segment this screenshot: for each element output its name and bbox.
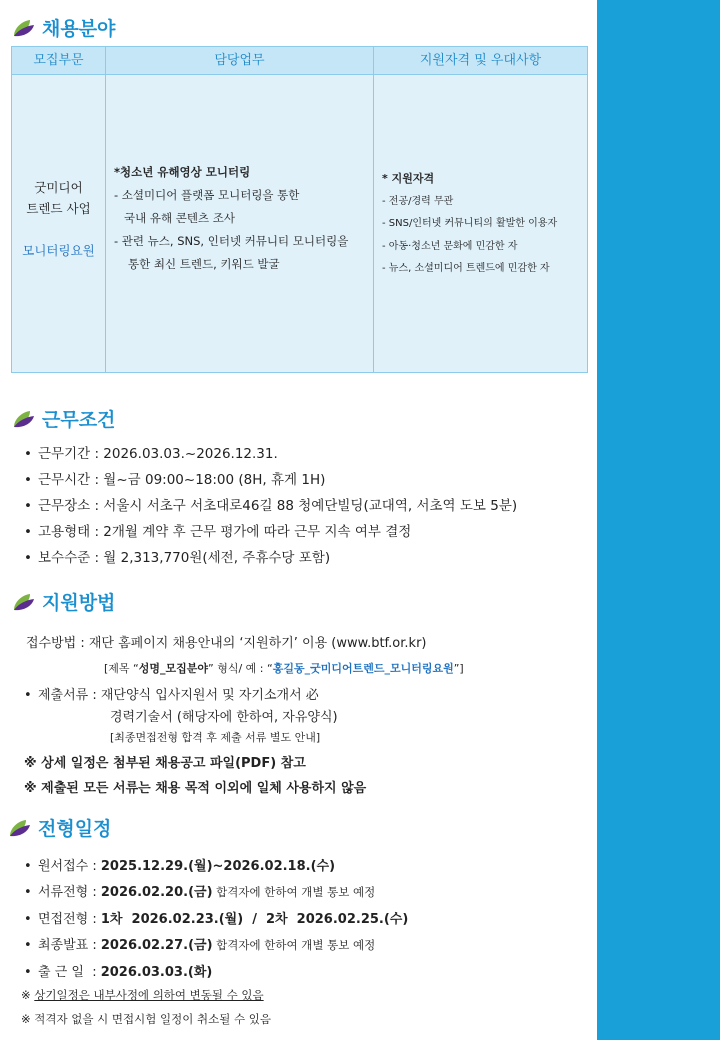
condition-text: 보수수준 : 월 2,313,770원(세전, 주휴수당 포함)	[38, 550, 331, 566]
bullet: •	[24, 524, 32, 540]
text: [제목 “	[104, 662, 139, 675]
apply-note: ※ 상세 일정은 첨부된 채용공고 파일(PDF) 참고	[24, 756, 306, 771]
qualification-cell	[374, 75, 587, 372]
text: 2026.03.03.(화)	[100, 965, 213, 980]
duty-item: 국내 유해 콘텐츠 조사	[124, 211, 235, 225]
section-title-conditions	[12, 405, 115, 432]
text: 최종발표 :	[38, 938, 101, 953]
text: 합격자에 한하여 개별 통보 예정	[212, 885, 376, 899]
qualification-item: - 전공/경력 무관	[382, 195, 454, 207]
list-item	[24, 545, 517, 571]
duty-item: - 관련 뉴스, SNS, 인터넷 커뮤니티 모니터링을	[114, 234, 349, 248]
bullet: •	[24, 472, 32, 488]
bullet: •	[24, 938, 32, 953]
bullet: •	[24, 885, 32, 900]
section-title-text: 채용분야	[42, 18, 116, 40]
duty-item: 통한 최신 트렌드, 키워드 발굴	[128, 257, 280, 271]
apply-note: ※ 제출된 모든 서류는 채용 목적 이외에 일체 사용하지 않음	[24, 781, 367, 796]
work-conditions-list	[24, 441, 517, 571]
text: 2025.12.29.(월)~2026.02.18.(수)	[100, 859, 336, 874]
department-cell	[12, 75, 106, 372]
table-header-cell: 지원자격 및 우대사항	[419, 53, 542, 68]
duty-cell	[106, 75, 374, 372]
table-header-cell: 담당업무	[106, 47, 374, 75]
schedule-row	[24, 881, 375, 900]
schedule-row	[24, 855, 335, 874]
text: 원서접수 :	[38, 859, 101, 874]
duty-item: - 소셜미디어 플랫폼 모니터링을 통한	[114, 188, 300, 202]
apply-docs	[24, 684, 319, 703]
position-name: 모니터링요원	[22, 243, 95, 258]
bullet: •	[24, 550, 32, 566]
department-name: 트렌드 사업	[26, 201, 91, 216]
bullet: •	[24, 859, 32, 874]
qualification-item: - 뉴스, 소셜미디어 트렌드에 민감한 자	[382, 263, 550, 274]
section-title-text: 지원방법	[42, 592, 116, 614]
bullet: •	[24, 498, 32, 514]
condition-text: 근무장소 : 서울시 서초구 서초대로46길 88 청예단빌딩(교대역, 서초역 도보 5분)	[38, 498, 518, 514]
section-title-apply	[12, 588, 115, 615]
schedule-row	[24, 961, 212, 980]
qualification-item: - 아동·청소년 문화에 민감한 자	[382, 240, 518, 252]
leaf-icon	[12, 592, 36, 612]
condition-text: 고용형태 : 2개월 계약 후 근무 평가에 따라 근무 지속 여부 결정	[38, 524, 412, 540]
bullet: •	[24, 965, 32, 980]
section-title-field	[12, 14, 115, 41]
text: 합격자에 한하여 개별 통보 예정	[212, 938, 376, 952]
apply-subject-format	[104, 660, 464, 676]
text: 제출서류 : 재단양식 입사지원서 및 자기소개서 必	[38, 688, 319, 703]
recruitment-table	[11, 46, 588, 373]
apply-method: 접수방법 : 재단 홈페이지 채용안내의 ‘지원하기’ 이용 (www.btf.or.kr)	[26, 636, 427, 651]
qualification-title: * 지원자격	[382, 172, 435, 185]
leaf-icon	[8, 818, 32, 838]
section-title-text: 근무조건	[42, 409, 116, 431]
department-name: 굿미디어	[34, 180, 83, 195]
schedule-row	[24, 908, 408, 927]
bullet: •	[24, 688, 32, 703]
bullet: •	[24, 912, 32, 927]
schedule-note	[21, 987, 264, 1003]
list-item	[24, 493, 517, 519]
table-header-cell: 모집부문	[12, 47, 106, 75]
text: 성명_모집분야	[138, 662, 209, 675]
schedule-note: ※ 적격자 없을 시 면접시험 일정이 취소될 수 있음	[21, 1012, 271, 1026]
text: 2026.02.27.(금)	[100, 938, 213, 953]
list-item	[24, 441, 517, 467]
text: 면접전형 :	[38, 912, 101, 927]
text: 홍길동_굿미디어트렌드_모니터링요원	[272, 662, 454, 675]
list-item	[24, 519, 517, 545]
section-title-schedule	[8, 814, 111, 841]
leaf-icon	[12, 409, 36, 429]
section-title-text: 전형일정	[38, 818, 112, 840]
text: 출 근 일 :	[38, 965, 101, 980]
table-row	[12, 75, 587, 372]
text: 2026.02.20.(금)	[100, 885, 213, 900]
text: ”]	[453, 662, 464, 675]
condition-text: 근무시간 : 월~금 09:00~18:00 (8H, 휴게 1H)	[38, 472, 326, 488]
leaf-icon	[12, 18, 36, 38]
text: 1차 2026.02.23.(월) / 2차 2026.02.25.(수)	[100, 912, 409, 927]
apply-docs: 경력기술서 (해당자에 한하여, 자유양식)	[110, 710, 338, 725]
schedule-row	[24, 934, 375, 953]
text: 상기일정은 내부사정에 의하여 변동될 수 있음	[34, 988, 264, 1002]
apply-docs-note: [최종면접전형 합격 후 제출 서류 별도 안내]	[110, 731, 321, 744]
duty-title: *청소년 유해영상 모니터링	[114, 165, 251, 179]
text: ※	[21, 988, 35, 1002]
right-sidebar-decoration	[597, 0, 720, 1040]
bullet: •	[24, 446, 32, 462]
text: ” 형식/ 예 : “	[208, 662, 273, 675]
list-item	[24, 467, 517, 493]
text: 서류전형 :	[38, 885, 101, 900]
condition-text: 근무기간 : 2026.03.03.~2026.12.31.	[38, 446, 278, 462]
qualification-item: - SNS/인터넷 커뮤니티의 활발한 이용자	[382, 218, 558, 229]
table-header-row	[12, 47, 587, 75]
